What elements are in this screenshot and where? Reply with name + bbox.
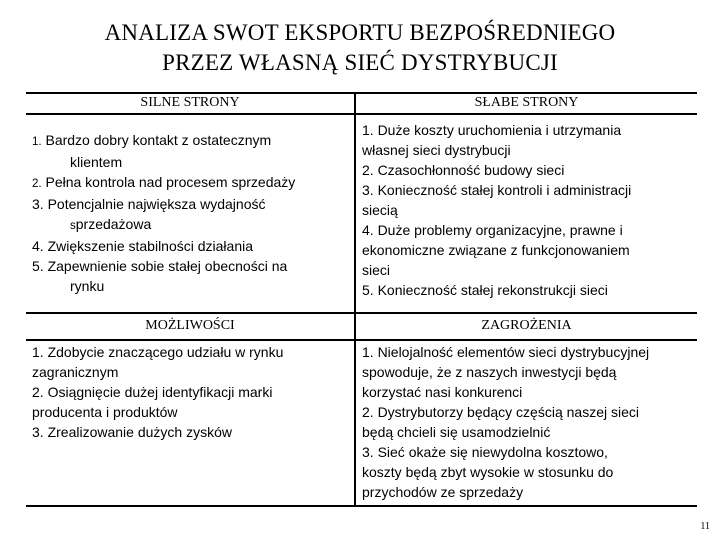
strength-item: 2. Pełna kontrola nad procesem sprzedaży [32, 174, 296, 190]
threat-line: korzystać nasi konkurenci [362, 384, 523, 400]
weakness-line: siecią [362, 202, 398, 218]
opportunity-line: producenta i produktów [32, 404, 178, 420]
threat-line: 2. Dystrybutorzy będący częścią naszej sieci [362, 404, 639, 420]
weakness-line: własnej sieci dystrybucji [362, 142, 511, 158]
strength-item: 3. Potencjalnie największa wydajność sprzedażowa [32, 196, 266, 232]
threat-line: spowoduje, że z naszych inwestycji będą [362, 364, 617, 380]
weakness-line: 5. Konieczność stałej rekonstrukcji sieci [362, 282, 608, 298]
threat-line: 3. Sieć okaże się niewydolna kosztowo, [362, 444, 608, 460]
weakness-line: 1. Duże koszty uruchomienia i utrzymania [362, 122, 622, 138]
opportunities-list [32, 342, 350, 442]
table-upper-divider [26, 113, 697, 115]
threat-line: będą chcieli się usamodzielnić [362, 424, 551, 440]
opportunity-line: 3. Zrealizowanie dużych zysków [32, 424, 232, 440]
weakness-line: 4. Duże problemy organizacyjne, prawne i [362, 222, 623, 238]
weaknesses-list [362, 120, 696, 300]
weakness-line: sieci [362, 262, 391, 278]
opportunity-line: 2. Osiągnięcie dużej identyfikacji marki [32, 384, 273, 400]
opportunity-line: zagranicznym [32, 364, 119, 380]
threat-line: 1. Nielojalność elementów sieci dystrybucyjnej [362, 344, 650, 360]
slide-title [0, 18, 720, 78]
title-line-2: PRZEZ WŁASNĄ SIEĆ DYSTRYBUCJI [162, 50, 558, 75]
strength-item: 1. Bardzo dobry kontakt z ostatecznym klientem [32, 132, 272, 170]
title-line-1: ANALIZA SWOT EKSPORTU BEZPOŚREDNIEGO [104, 20, 616, 45]
page-number: 11 [700, 521, 710, 532]
opportunities-header: MOŻLIWOŚCI [145, 318, 235, 333]
weakness-line: ekonomiczne związane z funkcjonowaniem [362, 242, 630, 258]
table-column-divider [354, 92, 356, 507]
strength-item: 4. Zwiększenie stabilności działania [32, 238, 254, 254]
strengths-list [32, 130, 350, 296]
table-middle-divider [26, 312, 697, 314]
table-top-rule [26, 92, 697, 94]
threats-header: ZAGROŻENIA [481, 318, 572, 333]
strengths-header: SILNE STRONY [140, 95, 240, 110]
strength-item: 5. Zapewnienie sobie stałej obecności na rynku [32, 258, 288, 294]
threat-line: przychodów ze sprzedaży [362, 484, 524, 500]
table-lower-divider [26, 339, 697, 341]
weakness-line: 2. Czasochłonność budowy sieci [362, 162, 565, 178]
threats-list [362, 342, 696, 502]
weakness-line: 3. Konieczność stałej kontroli i administracji [362, 182, 632, 198]
table-bottom-rule [26, 505, 697, 507]
weaknesses-header: SŁABE STRONY [474, 95, 579, 110]
threat-line: koszty będą zbyt wysokie w stosunku do [362, 464, 614, 480]
opportunity-line: 1. Zdobycie znaczącego udziału w rynku [32, 344, 284, 360]
